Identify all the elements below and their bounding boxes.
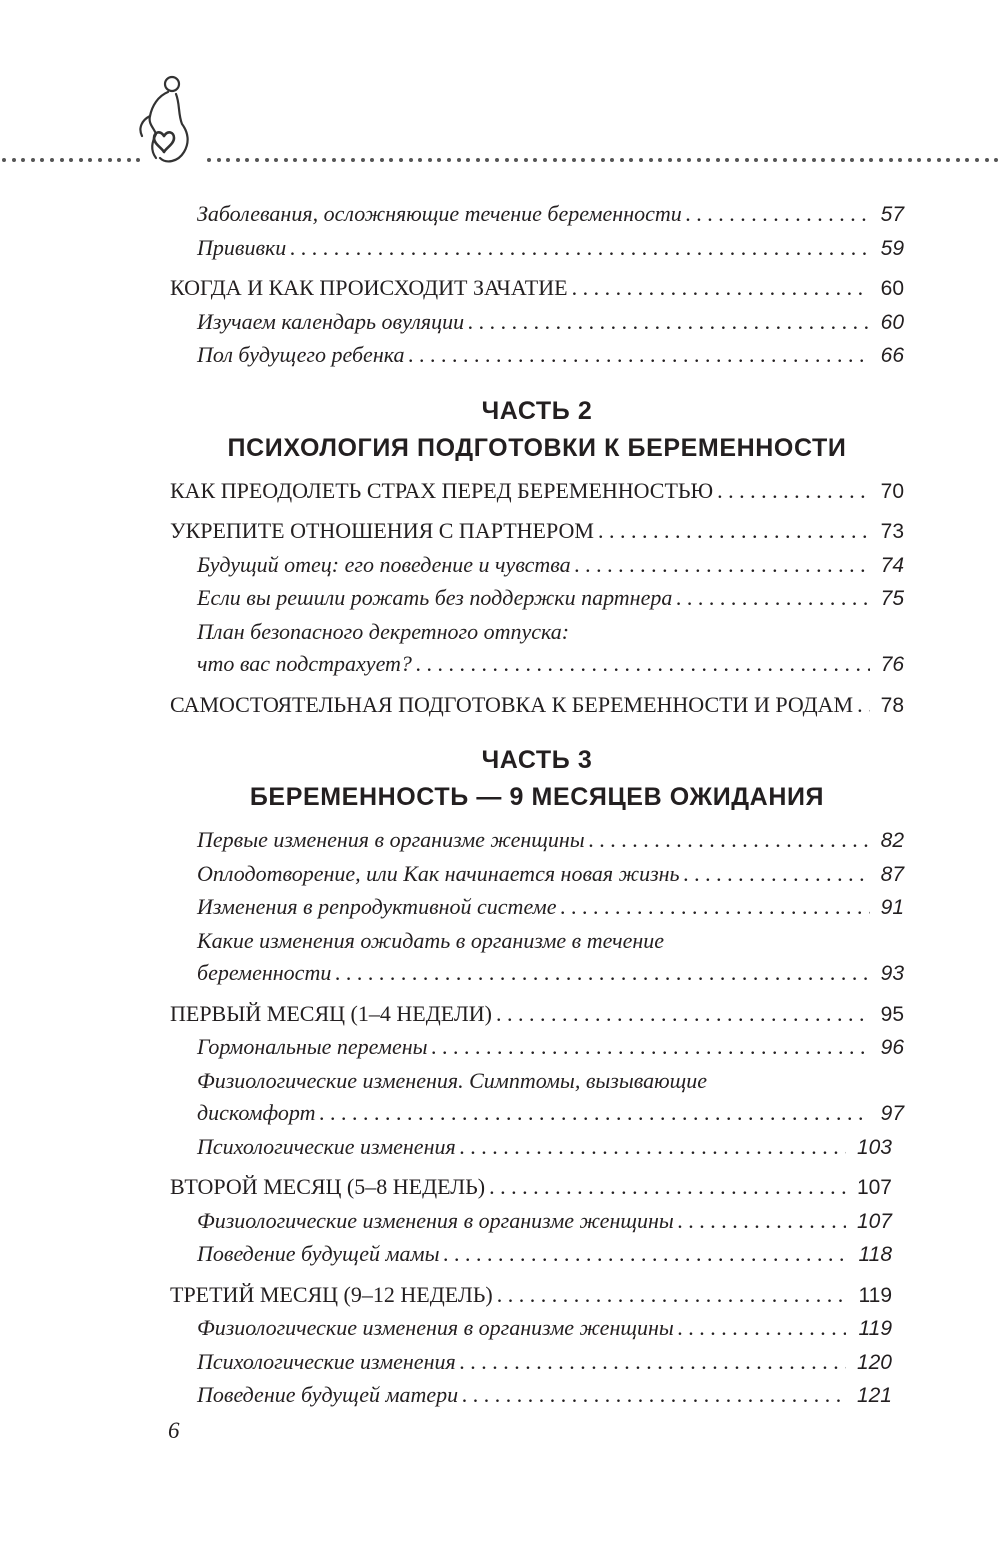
rule-dot bbox=[284, 158, 288, 162]
rule-dot bbox=[399, 158, 403, 162]
dot-leader bbox=[568, 272, 870, 305]
rule-dot bbox=[476, 158, 480, 162]
rule-dot bbox=[12, 158, 16, 162]
rule-dot bbox=[50, 158, 54, 162]
toc-spacer bbox=[170, 991, 904, 998]
toc-section-entry bbox=[170, 1238, 904, 1272]
rule-dot bbox=[31, 158, 35, 162]
toc-chapter-entry bbox=[170, 515, 904, 549]
rule-dot bbox=[841, 158, 845, 162]
toc-page-number: 87 bbox=[880, 862, 904, 886]
toc-chapter-entry bbox=[170, 1171, 904, 1205]
rule-dot bbox=[108, 158, 112, 162]
dot-leader bbox=[674, 1205, 846, 1238]
rule-dot bbox=[207, 158, 211, 162]
rule-dot bbox=[610, 158, 614, 162]
dotted-rule-right bbox=[205, 158, 1000, 162]
toc-entry-title: дискомфорт bbox=[197, 1100, 316, 1125]
rule-dot bbox=[581, 158, 585, 162]
toc-entry-title: Будущий отец: его поведение и чувства bbox=[197, 551, 571, 577]
toc-section-entry bbox=[170, 957, 904, 991]
toc-page-number: 91 bbox=[880, 896, 904, 919]
toc-entry-title: ТРЕТИЙ МЕСЯЦ (9–12 НЕДЕЛЬ) bbox=[170, 1281, 493, 1307]
dot-leader bbox=[492, 998, 870, 1031]
dot-leader bbox=[428, 1031, 870, 1064]
rule-dot bbox=[946, 158, 950, 162]
rule-dot bbox=[505, 158, 509, 162]
rule-dot bbox=[533, 158, 537, 162]
toc-page-number: 120 bbox=[856, 1350, 892, 1374]
dot-leader bbox=[853, 689, 870, 722]
rule-dot bbox=[725, 158, 729, 162]
toc-entry-title: Психологические изменения bbox=[197, 1133, 456, 1159]
rule-dot bbox=[274, 158, 278, 162]
rule-dot bbox=[437, 158, 441, 162]
rule-dot bbox=[389, 158, 393, 162]
rule-dot bbox=[303, 158, 307, 162]
toc-entry-title: УКРЕПИТЕ ОТНОШЕНИЯ С ПАРТНЕРОМ bbox=[170, 518, 594, 543]
toc-page-number: 107 bbox=[856, 1209, 892, 1233]
pregnant-woman-heart-icon bbox=[128, 70, 200, 174]
toc-entry-title: Заболевания, осложняющие течение беременности bbox=[197, 201, 682, 226]
toc-spacer bbox=[170, 265, 904, 272]
table-of-contents bbox=[170, 198, 904, 1413]
rule-dot bbox=[361, 158, 365, 162]
toc-entry-title: Если вы решили рожать без поддержки партнера bbox=[197, 585, 673, 610]
part-title: ПСИХОЛОГИЯ ПОДГОТОВКИ К БЕРЕМЕННОСТИ bbox=[227, 433, 847, 462]
rule-dot bbox=[524, 158, 528, 162]
toc-page-number: 96 bbox=[880, 1036, 904, 1059]
dot-leader bbox=[412, 648, 870, 681]
rule-dot bbox=[869, 158, 873, 162]
toc-page-number: 75 bbox=[880, 587, 904, 610]
dot-leader bbox=[439, 1238, 846, 1271]
toc-page-number: 70 bbox=[880, 479, 904, 503]
toc-page-number: 119 bbox=[858, 1283, 892, 1307]
rule-dot bbox=[735, 158, 739, 162]
dot-leader bbox=[286, 232, 870, 265]
rule-dot bbox=[649, 158, 653, 162]
toc-entry-title: КАК ПРЕОДОЛЕТЬ СТРАХ ПЕРЕД БЕРЕМЕННОСТЬЮ bbox=[170, 477, 714, 503]
rule-dot bbox=[117, 158, 121, 162]
part-label: ЧАСТЬ 2 bbox=[481, 396, 593, 425]
toc-entry-title: ПЕРВЫЙ МЕСЯЦ (1–4 НЕДЕЛИ) bbox=[170, 1000, 492, 1026]
toc-section-entry bbox=[170, 648, 904, 682]
toc-spacer bbox=[170, 1272, 904, 1279]
rule-dot bbox=[313, 158, 317, 162]
toc-page-number: 103 bbox=[856, 1135, 892, 1159]
dot-leader bbox=[456, 1131, 846, 1164]
toc-chapter-entry bbox=[170, 1279, 904, 1313]
rule-dot bbox=[802, 158, 806, 162]
rule-dot bbox=[687, 158, 691, 162]
toc-section-entry bbox=[170, 1312, 904, 1346]
dotted-rule-left bbox=[0, 158, 145, 162]
rule-dot bbox=[677, 158, 681, 162]
rule-dot bbox=[495, 158, 499, 162]
toc-entry-title: Прививки bbox=[197, 234, 287, 260]
page-number: 6 bbox=[168, 1418, 180, 1443]
rule-dot bbox=[418, 158, 422, 162]
rule-dot bbox=[658, 158, 662, 162]
rule-dot bbox=[889, 158, 893, 162]
toc-page-number: 60 bbox=[880, 277, 904, 300]
toc-section-entry bbox=[170, 858, 904, 892]
toc-page-number: 60 bbox=[880, 310, 904, 334]
toc-entry-title-line: Какие изменения ожидать в организме в течение bbox=[197, 927, 665, 953]
rule-dot bbox=[466, 158, 470, 162]
toc-entry-title: Гормональные перемены bbox=[197, 1034, 428, 1059]
toc-section-entry bbox=[170, 549, 904, 583]
rule-dot bbox=[88, 158, 92, 162]
dot-leader bbox=[404, 339, 870, 372]
rule-dot bbox=[773, 158, 777, 162]
toc-entry-title: Изучаем календарь овуляции bbox=[197, 308, 465, 334]
dot-leader bbox=[713, 475, 870, 508]
dot-leader bbox=[493, 1279, 846, 1312]
dot-leader bbox=[682, 198, 870, 231]
dot-leader bbox=[464, 306, 870, 339]
toc-entry-title: Изменения в репродуктивной системе bbox=[197, 894, 557, 919]
toc-entry-title: Физиологические изменения в организме женщины bbox=[197, 1315, 674, 1340]
dot-leader bbox=[680, 858, 870, 891]
dot-leader bbox=[594, 515, 870, 548]
toc-chapter-entry bbox=[170, 475, 904, 509]
toc-section-entry bbox=[170, 339, 904, 373]
part-label: ЧАСТЬ 3 bbox=[481, 746, 593, 774]
rule-dot bbox=[2, 158, 6, 162]
dot-leader bbox=[485, 1171, 846, 1204]
rule-dot bbox=[994, 158, 998, 162]
part-title: БЕРЕМЕННОСТЬ — 9 МЕСЯЦЕВ ОЖИДАНИЯ bbox=[249, 783, 825, 811]
toc-entry-title: Поведение будущей матери bbox=[197, 1382, 459, 1407]
rule-dot bbox=[716, 158, 720, 162]
toc-spacer bbox=[170, 1164, 904, 1171]
toc-section-entry bbox=[170, 306, 904, 340]
toc-section-entry bbox=[170, 232, 904, 266]
rule-dot bbox=[60, 158, 64, 162]
part-heading bbox=[170, 742, 904, 816]
toc-entry-title-line: Физиологические изменения. Симптомы, вызывающие bbox=[197, 1067, 708, 1093]
rule-dot bbox=[937, 158, 941, 162]
rule-dot bbox=[255, 158, 259, 162]
toc-entry-title: Психологические изменения bbox=[197, 1348, 456, 1374]
toc-entry-title: Оплодотворение, или Как начинается новая жизнь bbox=[197, 860, 680, 886]
toc-page-number: 121 bbox=[856, 1384, 892, 1407]
rule-dot bbox=[601, 158, 605, 162]
toc-section-entry bbox=[170, 1205, 904, 1239]
rule-dot bbox=[821, 158, 825, 162]
rule-dot bbox=[629, 158, 633, 162]
rule-dot bbox=[457, 158, 461, 162]
rule-dot bbox=[908, 158, 912, 162]
rule-dot bbox=[917, 158, 921, 162]
rule-dot bbox=[831, 158, 835, 162]
toc-chapter-entry bbox=[170, 272, 904, 306]
rule-dot bbox=[40, 158, 44, 162]
toc-section-entry bbox=[170, 1379, 904, 1413]
rule-dot bbox=[79, 158, 83, 162]
dot-leader bbox=[571, 549, 870, 582]
rule-dot bbox=[332, 158, 336, 162]
rule-dot bbox=[380, 158, 384, 162]
rule-dot bbox=[639, 158, 643, 162]
toc-section-entry bbox=[170, 198, 904, 232]
rule-dot bbox=[754, 158, 758, 162]
toc-section-entry bbox=[170, 891, 904, 925]
rule-dot bbox=[322, 158, 326, 162]
toc-page-number: 118 bbox=[858, 1243, 892, 1266]
part-heading bbox=[170, 393, 904, 467]
rule-dot bbox=[236, 158, 240, 162]
toc-page-number: 82 bbox=[880, 829, 904, 852]
toc-page-number: 119 bbox=[858, 1317, 892, 1340]
rule-dot bbox=[697, 158, 701, 162]
toc-entry-title: Первые изменения в организме женщины bbox=[197, 827, 585, 852]
toc-spacer bbox=[170, 508, 904, 515]
dot-leader bbox=[672, 582, 870, 615]
rule-dot bbox=[447, 158, 451, 162]
rule-dot bbox=[245, 158, 249, 162]
toc-section-entry bbox=[170, 1346, 904, 1380]
rule-dot bbox=[543, 158, 547, 162]
toc-page-number: 95 bbox=[880, 1002, 904, 1026]
rule-dot bbox=[226, 158, 230, 162]
dot-leader bbox=[585, 824, 870, 857]
rule-dot bbox=[409, 158, 413, 162]
toc-entry-title: Поведение будущей мамы bbox=[197, 1241, 440, 1266]
toc-entry-title: Физиологические изменения в организме женщины bbox=[197, 1207, 674, 1233]
toc-section-entry bbox=[170, 582, 904, 616]
rule-dot bbox=[927, 158, 931, 162]
dot-leader bbox=[674, 1312, 846, 1345]
rule-dot bbox=[793, 158, 797, 162]
rule-dot bbox=[965, 158, 969, 162]
rule-dot bbox=[706, 158, 710, 162]
rule-dot bbox=[265, 158, 269, 162]
dot-leader bbox=[315, 1097, 870, 1130]
rule-dot bbox=[553, 158, 557, 162]
rule-dot bbox=[591, 158, 595, 162]
toc-entry-title: ВТОРОЙ МЕСЯЦ (5–8 НЕДЕЛЬ) bbox=[170, 1174, 486, 1199]
rule-dot bbox=[985, 158, 989, 162]
rule-dot bbox=[745, 158, 749, 162]
rule-dot bbox=[98, 158, 102, 162]
toc-entry-title: КОГДА И КАК ПРОИСХОДИТ ЗАЧАТИЕ bbox=[170, 275, 568, 300]
toc-page-number: 76 bbox=[880, 653, 904, 676]
toc-section-entry bbox=[170, 1097, 904, 1131]
rule-dot bbox=[860, 158, 864, 162]
rule-dot bbox=[293, 158, 297, 162]
rule-dot bbox=[562, 158, 566, 162]
rule-dot bbox=[879, 158, 883, 162]
toc-page-number: 73 bbox=[880, 520, 904, 543]
toc-entry-title: беременности bbox=[197, 960, 332, 985]
toc-page-number: 59 bbox=[880, 236, 904, 260]
rule-dot bbox=[485, 158, 489, 162]
rule-dot bbox=[514, 158, 518, 162]
dot-leader bbox=[556, 891, 870, 924]
rule-dot bbox=[217, 158, 221, 162]
rule-dot bbox=[668, 158, 672, 162]
toc-section-entry bbox=[170, 824, 904, 858]
rule-dot bbox=[783, 158, 787, 162]
dot-leader bbox=[456, 1346, 846, 1379]
toc-page-number: 74 bbox=[880, 553, 904, 577]
toc-page-number: 57 bbox=[880, 203, 904, 226]
toc-chapter-entry bbox=[170, 998, 904, 1032]
toc-entry-title: САМОСТОЯТЕЛЬНАЯ ПОДГОТОВКА К БЕРЕМЕННОСТИ И РОДАМ bbox=[170, 691, 854, 717]
rule-dot bbox=[351, 158, 355, 162]
dot-leader bbox=[331, 957, 870, 990]
toc-page-number: 97 bbox=[880, 1102, 904, 1125]
toc-chapter-entry bbox=[170, 689, 904, 723]
rule-dot bbox=[975, 158, 979, 162]
toc-entry-title-line: План безопасного декретного отпуска: bbox=[197, 618, 570, 644]
toc-page-number: 78 bbox=[880, 693, 904, 717]
toc-section-entry bbox=[170, 1031, 904, 1065]
rule-dot bbox=[812, 158, 816, 162]
toc-page-number: 93 bbox=[880, 962, 904, 985]
toc-page-number: 66 bbox=[880, 344, 904, 367]
rule-dot bbox=[370, 158, 374, 162]
rule-dot bbox=[428, 158, 432, 162]
rule-dot bbox=[620, 158, 624, 162]
toc-section-entry bbox=[170, 1131, 904, 1165]
toc-spacer bbox=[170, 682, 904, 689]
toc-entry-title: что вас подстрахует? bbox=[197, 651, 412, 676]
rule-dot bbox=[850, 158, 854, 162]
toc-entry-title: Пол будущего ребенка bbox=[197, 342, 405, 367]
rule-dot bbox=[572, 158, 576, 162]
page-header bbox=[0, 70, 1000, 180]
toc-page-number: 107 bbox=[856, 1176, 892, 1199]
rule-dot bbox=[21, 158, 25, 162]
rule-dot bbox=[341, 158, 345, 162]
rule-dot bbox=[898, 158, 902, 162]
dot-leader bbox=[458, 1379, 846, 1412]
rule-dot bbox=[956, 158, 960, 162]
rule-dot bbox=[764, 158, 768, 162]
rule-dot bbox=[69, 158, 73, 162]
